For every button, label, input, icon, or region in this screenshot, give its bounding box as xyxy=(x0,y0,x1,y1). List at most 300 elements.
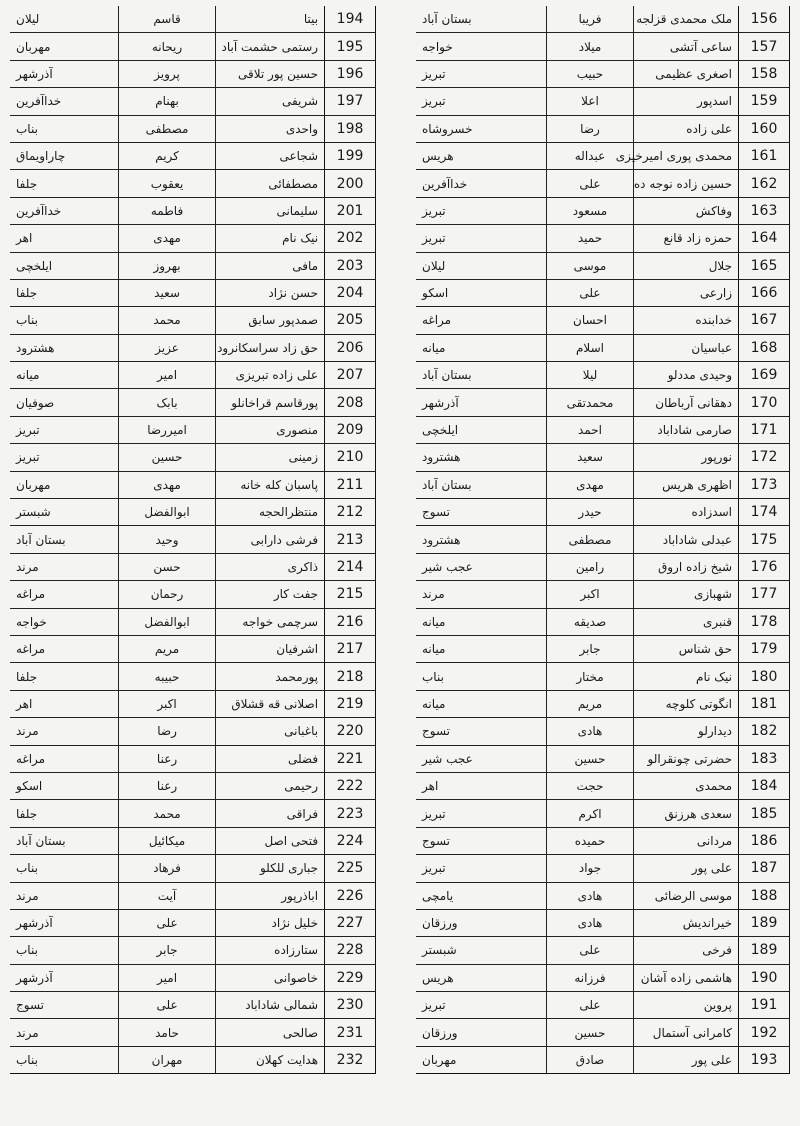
first-name-cell: علی xyxy=(547,170,634,197)
row-number: 195 xyxy=(325,33,376,60)
city-cell: ایلخچی xyxy=(416,416,547,443)
table-row xyxy=(416,252,790,279)
last-name-cell: پورقاسم قراخانلو xyxy=(215,389,324,416)
city-cell: صوفیان xyxy=(10,389,119,416)
row-number: 170 xyxy=(739,389,790,416)
row-number: 193 xyxy=(739,1046,790,1073)
first-name-cell: صدیقه xyxy=(547,608,634,635)
table-row xyxy=(416,909,790,936)
last-name-cell: باغبانی xyxy=(215,718,324,745)
city-cell: مرند xyxy=(10,553,119,580)
row-number: 172 xyxy=(739,444,790,471)
city-cell: بستان آباد xyxy=(416,471,547,498)
first-name-cell: کریم xyxy=(119,142,216,169)
first-name-cell: ریحانه xyxy=(119,33,216,60)
first-name-cell: موسی xyxy=(547,252,634,279)
last-name-cell: حق زاد سراسکانرود xyxy=(215,334,324,361)
first-name-cell: حیدر xyxy=(547,499,634,526)
table-row xyxy=(10,115,376,142)
city-cell: مرند xyxy=(10,718,119,745)
city-cell: آذرشهر xyxy=(10,60,119,87)
roster-table-right xyxy=(416,6,790,1074)
table-row xyxy=(10,279,376,306)
row-number: 174 xyxy=(739,499,790,526)
last-name-cell: ذاکری xyxy=(215,553,324,580)
first-name-cell: امیر xyxy=(119,964,216,991)
last-name-cell: حسین زاده نوجه ده xyxy=(634,170,739,197)
last-name-cell: اسدزاده xyxy=(634,499,739,526)
table-row xyxy=(10,362,376,389)
row-number: 203 xyxy=(325,252,376,279)
table-row xyxy=(10,1019,376,1046)
first-name-cell: اسلام xyxy=(547,334,634,361)
row-number: 211 xyxy=(325,471,376,498)
city-cell: مهربان xyxy=(10,471,119,498)
first-name-cell: جابر xyxy=(547,635,634,662)
first-name-cell: فاطمه xyxy=(119,197,216,224)
table-row xyxy=(10,690,376,717)
row-number: 164 xyxy=(739,225,790,252)
table-row xyxy=(10,581,376,608)
first-name-cell: رضا xyxy=(119,718,216,745)
table-row xyxy=(10,334,376,361)
first-name-cell: ابوالفضل xyxy=(119,608,216,635)
first-name-cell: محمدتقی xyxy=(547,389,634,416)
city-cell: آذرشهر xyxy=(10,909,119,936)
last-name-cell: مصطفائی xyxy=(215,170,324,197)
city-cell: ورزقان xyxy=(416,1019,547,1046)
last-name-cell: وفاکش xyxy=(634,197,739,224)
row-number: 223 xyxy=(325,800,376,827)
city-cell: بناب xyxy=(10,937,119,964)
last-name-cell: علی پور xyxy=(634,1046,739,1073)
city-cell: تسوج xyxy=(416,827,547,854)
first-name-cell: ابوالفضل xyxy=(119,499,216,526)
table-row xyxy=(416,800,790,827)
table-row xyxy=(416,197,790,224)
table-row xyxy=(416,827,790,854)
row-number: 222 xyxy=(325,772,376,799)
first-name-cell: فرزانه xyxy=(547,964,634,991)
table-row xyxy=(416,279,790,306)
city-cell: تبریز xyxy=(416,992,547,1019)
last-name-cell: صمدپور سابق xyxy=(215,307,324,334)
row-number: 219 xyxy=(325,690,376,717)
city-cell: یامچی xyxy=(416,882,547,909)
table-row xyxy=(10,88,376,115)
city-cell: جلفا xyxy=(10,663,119,690)
row-number: 198 xyxy=(325,115,376,142)
last-name-cell: حسن نژاد xyxy=(215,279,324,306)
first-name-cell: رامین xyxy=(547,553,634,580)
city-cell: تسوج xyxy=(10,992,119,1019)
first-name-cell: مهدی xyxy=(119,225,216,252)
city-cell: مراغه xyxy=(10,581,119,608)
table-row xyxy=(416,526,790,553)
city-cell: میانه xyxy=(416,334,547,361)
last-name-cell: عباسیان xyxy=(634,334,739,361)
first-name-cell: علی xyxy=(547,992,634,1019)
first-name-cell: جواد xyxy=(547,855,634,882)
first-name-cell: اکرم xyxy=(547,800,634,827)
first-name-cell: پرویز xyxy=(119,60,216,87)
first-name-cell: یعقوب xyxy=(119,170,216,197)
row-number: 190 xyxy=(739,964,790,991)
first-name-cell: هادی xyxy=(547,718,634,745)
city-cell: خداآفرین xyxy=(10,88,119,115)
table-row xyxy=(416,362,790,389)
row-number: 201 xyxy=(325,197,376,224)
row-number: 182 xyxy=(739,718,790,745)
last-name-cell: اصلانی قه قشلاق xyxy=(215,690,324,717)
first-name-cell: امیررضا xyxy=(119,416,216,443)
city-cell: مهربان xyxy=(10,33,119,60)
last-name-cell: مردانی xyxy=(634,827,739,854)
table-row xyxy=(416,334,790,361)
last-name-cell: نیک نام xyxy=(215,225,324,252)
last-name-cell: رحیمی xyxy=(215,772,324,799)
row-number: 229 xyxy=(325,964,376,991)
last-name-cell: شریفی xyxy=(215,88,324,115)
last-name-cell: صارمی شاداباد xyxy=(634,416,739,443)
city-cell: تبریز xyxy=(416,800,547,827)
row-number: 189 xyxy=(739,937,790,964)
table-row xyxy=(416,1046,790,1073)
table-row xyxy=(10,855,376,882)
table-row xyxy=(416,471,790,498)
last-name-cell: کامرانی آستمال xyxy=(634,1019,739,1046)
table-row xyxy=(416,635,790,662)
first-name-cell: حمید xyxy=(547,225,634,252)
table-row xyxy=(416,60,790,87)
first-name-cell: محمد xyxy=(119,800,216,827)
last-name-cell: اشرفیان xyxy=(215,635,324,662)
city-cell: بناب xyxy=(416,663,547,690)
city-cell: هشترود xyxy=(416,444,547,471)
row-number: 177 xyxy=(739,581,790,608)
table-row xyxy=(416,307,790,334)
row-number: 178 xyxy=(739,608,790,635)
last-name-cell: سرچمی خواجه xyxy=(215,608,324,635)
city-cell: اهر xyxy=(10,225,119,252)
table-row xyxy=(10,718,376,745)
row-number: 167 xyxy=(739,307,790,334)
first-name-cell: مختار xyxy=(547,663,634,690)
city-cell: عجب شیر xyxy=(416,553,547,580)
row-number: 181 xyxy=(739,690,790,717)
city-cell: تبریز xyxy=(416,225,547,252)
first-name-cell: اکبر xyxy=(547,581,634,608)
first-name-cell: مریم xyxy=(119,635,216,662)
table-row xyxy=(416,444,790,471)
last-name-cell: محمدی پوری امیرخیزی xyxy=(634,142,739,169)
row-number: 202 xyxy=(325,225,376,252)
first-name-cell: فرهاد xyxy=(119,855,216,882)
table-row xyxy=(416,992,790,1019)
row-number: 230 xyxy=(325,992,376,1019)
city-cell: ایلخچی xyxy=(10,252,119,279)
last-name-cell: محمدی xyxy=(634,772,739,799)
table-row xyxy=(10,499,376,526)
last-name-cell: بیتا xyxy=(215,6,324,33)
last-name-cell: هدایت کهلان xyxy=(215,1046,324,1073)
last-name-cell: علی زاده xyxy=(634,115,739,142)
table-row xyxy=(416,718,790,745)
last-name-cell: نورپور xyxy=(634,444,739,471)
row-number: 207 xyxy=(325,362,376,389)
table-row xyxy=(10,800,376,827)
row-number: 197 xyxy=(325,88,376,115)
table-row xyxy=(10,964,376,991)
first-name-cell: عزیز xyxy=(119,334,216,361)
city-cell: خسروشاه xyxy=(416,115,547,142)
table-row xyxy=(416,964,790,991)
city-cell: جلفا xyxy=(10,800,119,827)
last-name-cell: علی زاده تبریزی xyxy=(215,362,324,389)
last-name-cell: فضلی xyxy=(215,745,324,772)
table-row xyxy=(416,581,790,608)
first-name-cell: حسین xyxy=(547,1019,634,1046)
city-cell: چاراویماق xyxy=(10,142,119,169)
city-cell: بناب xyxy=(10,115,119,142)
table-row xyxy=(416,142,790,169)
city-cell: مرند xyxy=(10,882,119,909)
city-cell: تبریز xyxy=(416,197,547,224)
last-name-cell: فتحی اصل xyxy=(215,827,324,854)
last-name-cell: سلیمانی xyxy=(215,197,324,224)
table-row xyxy=(416,745,790,772)
row-number: 165 xyxy=(739,252,790,279)
first-name-cell: بهروز xyxy=(119,252,216,279)
table-row xyxy=(416,6,790,33)
table-row xyxy=(416,690,790,717)
last-name-cell: ستارزاده xyxy=(215,937,324,964)
row-number: 206 xyxy=(325,334,376,361)
row-number: 166 xyxy=(739,279,790,306)
table-row xyxy=(416,33,790,60)
table-row xyxy=(416,772,790,799)
row-number: 192 xyxy=(739,1019,790,1046)
last-name-cell: زمینی xyxy=(215,444,324,471)
city-cell: بناب xyxy=(10,307,119,334)
last-name-cell: ساعی آتشی xyxy=(634,33,739,60)
last-name-cell: اصغری عظیمی xyxy=(634,60,739,87)
last-name-cell: جلال xyxy=(634,252,739,279)
first-name-cell: رعنا xyxy=(119,745,216,772)
table-row xyxy=(10,882,376,909)
first-name-cell: اکبر xyxy=(119,690,216,717)
row-number: 205 xyxy=(325,307,376,334)
last-name-cell: خدابنده xyxy=(634,307,739,334)
table-row xyxy=(416,225,790,252)
row-number: 168 xyxy=(739,334,790,361)
city-cell: بناب xyxy=(10,1046,119,1073)
table-row xyxy=(10,553,376,580)
first-name-cell: هادی xyxy=(547,882,634,909)
first-name-cell: مهدی xyxy=(547,471,634,498)
last-name-cell: فرشی دارابی xyxy=(215,526,324,553)
table-row xyxy=(10,170,376,197)
first-name-cell: حسین xyxy=(119,444,216,471)
table-row xyxy=(416,170,790,197)
city-cell: هریس xyxy=(416,142,547,169)
city-cell: خواجه xyxy=(10,608,119,635)
row-number: 208 xyxy=(325,389,376,416)
first-name-cell: جابر xyxy=(119,937,216,964)
last-name-cell: اظهری هریس xyxy=(634,471,739,498)
city-cell: تبریز xyxy=(416,855,547,882)
table-row xyxy=(10,608,376,635)
city-cell: لیلان xyxy=(10,6,119,33)
last-name-cell: علی پور xyxy=(634,855,739,882)
first-name-cell: علی xyxy=(547,937,634,964)
last-name-cell: اباذرپور xyxy=(215,882,324,909)
last-name-cell: منتظرالحجه xyxy=(215,499,324,526)
last-name-cell: حسین پور تلاقی xyxy=(215,60,324,87)
last-name-cell: سعدی هرزنق xyxy=(634,800,739,827)
table-row xyxy=(10,745,376,772)
city-cell: هریس xyxy=(416,964,547,991)
table-row xyxy=(10,33,376,60)
row-number: 156 xyxy=(739,6,790,33)
last-name-cell: رستمی حشمت آباد xyxy=(215,33,324,60)
roster-table-left xyxy=(10,6,376,1074)
first-name-cell: سعید xyxy=(547,444,634,471)
row-number: 160 xyxy=(739,115,790,142)
city-cell: لیلان xyxy=(416,252,547,279)
first-name-cell: هادی xyxy=(547,909,634,936)
row-number: 217 xyxy=(325,635,376,662)
row-number: 176 xyxy=(739,553,790,580)
first-name-cell: لیلا xyxy=(547,362,634,389)
city-cell: جلفا xyxy=(10,170,119,197)
first-name-cell: احسان xyxy=(547,307,634,334)
row-number: 159 xyxy=(739,88,790,115)
city-cell: مراغه xyxy=(10,635,119,662)
table-row xyxy=(10,663,376,690)
row-number: 185 xyxy=(739,800,790,827)
table-row xyxy=(10,225,376,252)
row-number: 225 xyxy=(325,855,376,882)
row-number: 216 xyxy=(325,608,376,635)
first-name-cell: رحمان xyxy=(119,581,216,608)
last-name-cell: قنبری xyxy=(634,608,739,635)
first-name-cell: محمد xyxy=(119,307,216,334)
first-name-cell: حمیده xyxy=(547,827,634,854)
first-name-cell: فریبا xyxy=(547,6,634,33)
city-cell: مراغه xyxy=(10,745,119,772)
table-row xyxy=(10,444,376,471)
table-row xyxy=(416,499,790,526)
table-row xyxy=(416,937,790,964)
last-name-cell: منصوری xyxy=(215,416,324,443)
city-cell: مهربان xyxy=(416,1046,547,1073)
city-cell: بستان آباد xyxy=(10,827,119,854)
last-name-cell: دهقانی آرباطان xyxy=(634,389,739,416)
first-name-cell: آیت xyxy=(119,882,216,909)
last-name-cell: عبدلی شاداباد xyxy=(634,526,739,553)
city-cell: تبریز xyxy=(10,416,119,443)
last-name-cell: مافی xyxy=(215,252,324,279)
first-name-cell: مصطفی xyxy=(119,115,216,142)
row-number: 161 xyxy=(739,142,790,169)
first-name-cell: علی xyxy=(119,992,216,1019)
row-number: 220 xyxy=(325,718,376,745)
first-name-cell: حسین xyxy=(547,745,634,772)
last-name-cell: خاصوانی xyxy=(215,964,324,991)
table-row xyxy=(416,389,790,416)
city-cell: خواجه xyxy=(416,33,547,60)
row-number: 221 xyxy=(325,745,376,772)
last-name-cell: وحیدی مددلو xyxy=(634,362,739,389)
row-number: 189 xyxy=(739,909,790,936)
table-row xyxy=(10,909,376,936)
table-row xyxy=(416,855,790,882)
city-cell: شبستر xyxy=(10,499,119,526)
row-number: 228 xyxy=(325,937,376,964)
city-cell: اسکو xyxy=(10,772,119,799)
table-row xyxy=(10,526,376,553)
city-cell: تبریز xyxy=(416,88,547,115)
table-row xyxy=(416,608,790,635)
row-number: 194 xyxy=(325,6,376,33)
table-row xyxy=(10,772,376,799)
row-number: 158 xyxy=(739,60,790,87)
first-name-cell: امیر xyxy=(119,362,216,389)
city-cell: تسوج xyxy=(416,718,547,745)
table-row xyxy=(10,307,376,334)
row-number: 169 xyxy=(739,362,790,389)
row-number: 226 xyxy=(325,882,376,909)
row-number: 227 xyxy=(325,909,376,936)
city-cell: میانه xyxy=(416,608,547,635)
table-row xyxy=(10,1046,376,1073)
first-name-cell: حجت xyxy=(547,772,634,799)
city-cell: مرند xyxy=(416,581,547,608)
first-name-cell: وحید xyxy=(119,526,216,553)
last-name-cell: پروین xyxy=(634,992,739,1019)
first-name-cell: قاسم xyxy=(119,6,216,33)
first-name-cell: حبیبه xyxy=(119,663,216,690)
row-number: 215 xyxy=(325,581,376,608)
first-name-cell: صادق xyxy=(547,1046,634,1073)
first-name-cell: عبداله xyxy=(547,142,634,169)
first-name-cell: مهران xyxy=(119,1046,216,1073)
city-cell: آذرشهر xyxy=(10,964,119,991)
row-number: 214 xyxy=(325,553,376,580)
first-name-cell: رضا xyxy=(547,115,634,142)
city-cell: اهر xyxy=(416,772,547,799)
row-number: 224 xyxy=(325,827,376,854)
city-cell: شبستر xyxy=(416,937,547,964)
last-name-cell: جباری للکلو xyxy=(215,855,324,882)
row-number: 179 xyxy=(739,635,790,662)
city-cell: تبریز xyxy=(416,60,547,87)
last-name-cell: شجاعی xyxy=(215,142,324,169)
first-name-cell: حامد xyxy=(119,1019,216,1046)
row-number: 171 xyxy=(739,416,790,443)
first-name-cell: بهنام xyxy=(119,88,216,115)
first-name-cell: اعلا xyxy=(547,88,634,115)
last-name-cell: ملک محمدی قزلجه xyxy=(634,6,739,33)
table-row xyxy=(416,663,790,690)
city-cell: هشترود xyxy=(10,334,119,361)
city-cell: عجب شیر xyxy=(416,745,547,772)
row-number: 196 xyxy=(325,60,376,87)
last-name-cell: حق شناس xyxy=(634,635,739,662)
last-name-cell: صالحی xyxy=(215,1019,324,1046)
last-name-cell: خیراندیش xyxy=(634,909,739,936)
